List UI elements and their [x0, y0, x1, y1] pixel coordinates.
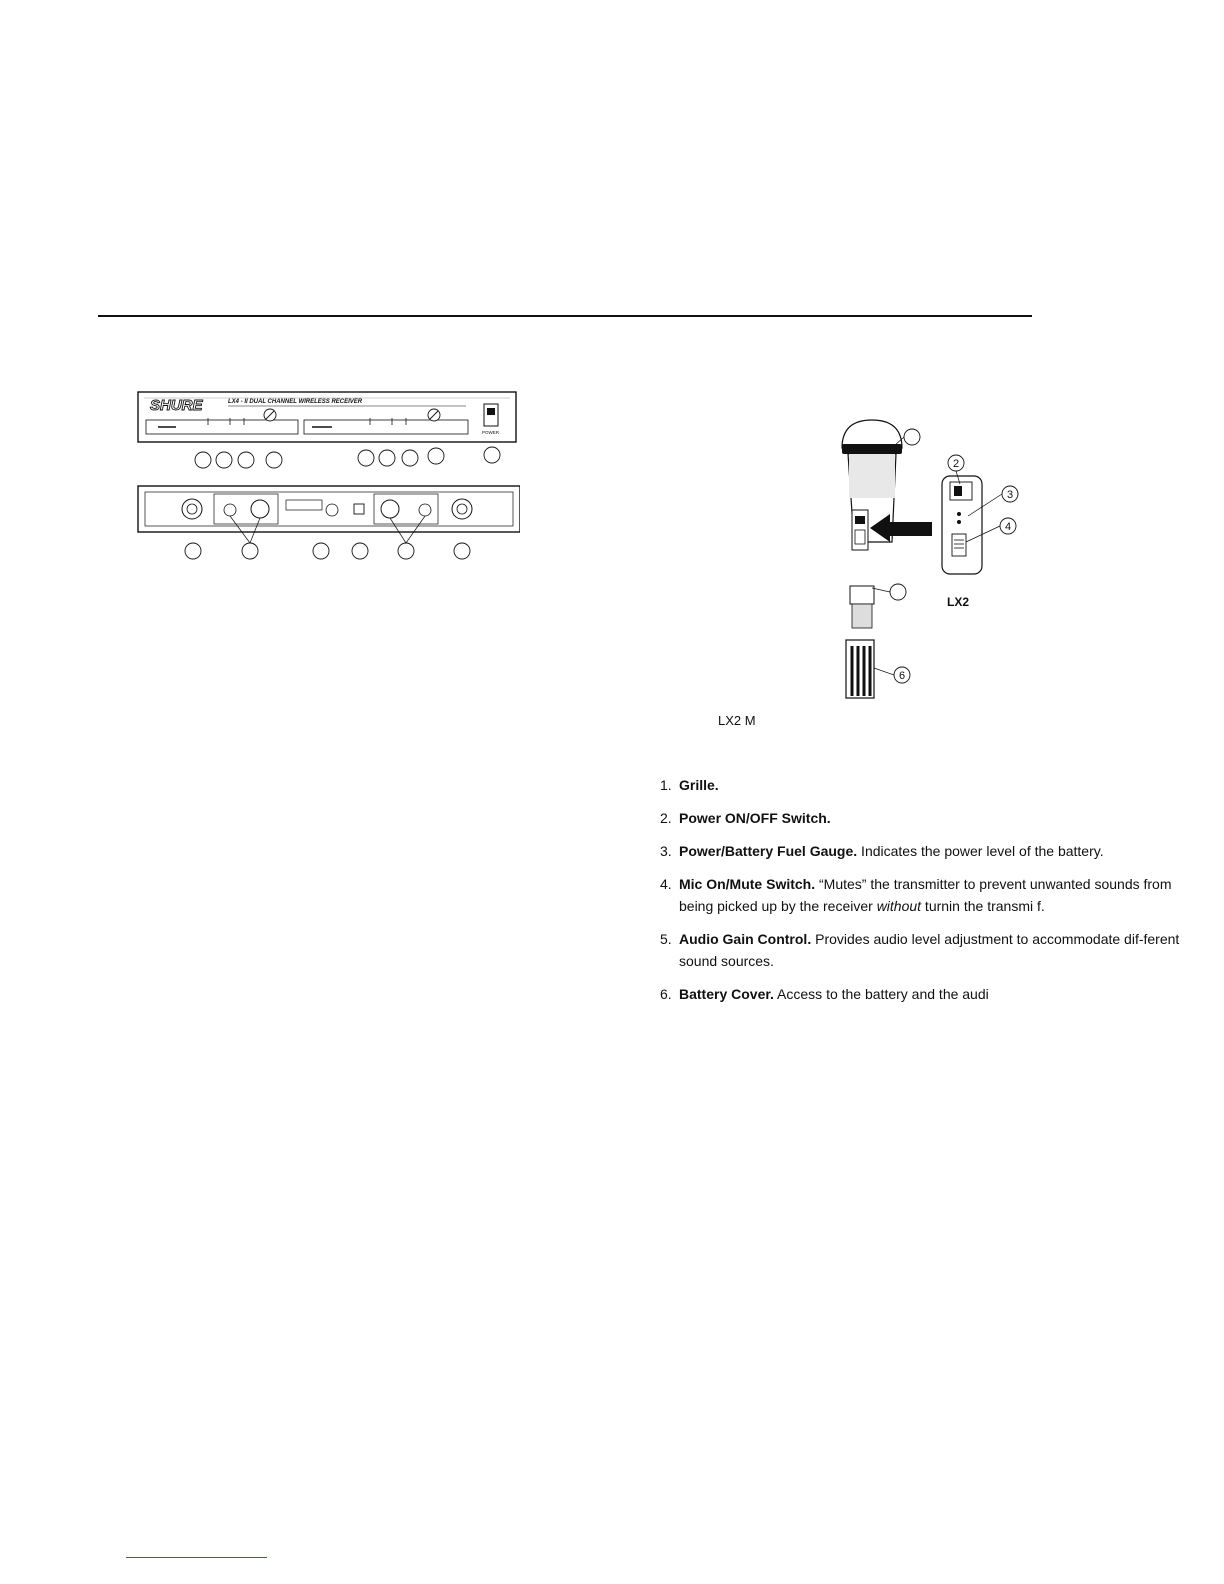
item-title: Power/Battery Fuel Gauge.: [679, 843, 858, 859]
lx2-panel-label: LX2: [947, 595, 970, 609]
item-text: Indicates the power level of the battery.: [857, 843, 1104, 859]
receiver-figure: [136, 388, 520, 568]
list-item: 1. Grille.: [660, 777, 719, 793]
figure-caption: LX2 M: [718, 713, 756, 728]
list-item: 6. Battery Cover. Access to the battery and the audi: [660, 986, 989, 1002]
item-text: Provides audio level adjustment to accommodate dif-ferent sound sources.: [679, 931, 1180, 969]
footer-link-underline[interactable]: [126, 1557, 267, 1558]
microphone-figure: [828, 418, 1038, 702]
receiver-brand: SHURE: [150, 397, 203, 414]
item-text: “Mutes” the transmitter to prevent unwanted sounds from being picked up by the receiver: [679, 876, 1172, 914]
feature-list: [660, 774, 1180, 1016]
item-title: Audio Gain Control.: [679, 931, 812, 947]
receiver-power-label: POWER: [482, 430, 500, 435]
receiver-panels-drawing: [136, 388, 520, 568]
item-title: Mic On/Mute Switch.: [679, 876, 816, 892]
microphone-drawing: [828, 418, 1038, 702]
item-text: Access to the battery and the audi: [773, 986, 989, 1002]
item-title: Grille.: [679, 777, 719, 793]
list-item: 5. Audio Gain Control. Provides audio level adjustment to accommodate dif-ferent sound sources.: [660, 931, 1180, 969]
list-item: 4. Mic On/Mute Switch. “Mutes” the transmitter to prevent unwanted sounds from being picked up by the receiver without turnin the transmi f.: [660, 876, 1172, 914]
callout-2: 2: [952, 458, 960, 470]
item-text-cont: turnin the transmi f.: [921, 898, 1045, 914]
list-item: 2. Power ON/OFF Switch.: [660, 810, 831, 826]
item-title: Power ON/OFF Switch.: [679, 810, 831, 826]
callout-4: 4: [1004, 521, 1012, 533]
item-italic: without: [876, 898, 922, 914]
item-title: Battery Cover.: [679, 986, 774, 1002]
header-rule: [98, 315, 1032, 317]
callout-3: 3: [1006, 489, 1014, 501]
callout-6: 6: [898, 670, 906, 682]
list-item: 3. Power/Battery Fuel Gauge. Indicates the power level of the battery.: [660, 843, 1104, 859]
receiver-model-title: LX4 - II DUAL CHANNEL WIRELESS RECEIVER: [228, 399, 363, 405]
